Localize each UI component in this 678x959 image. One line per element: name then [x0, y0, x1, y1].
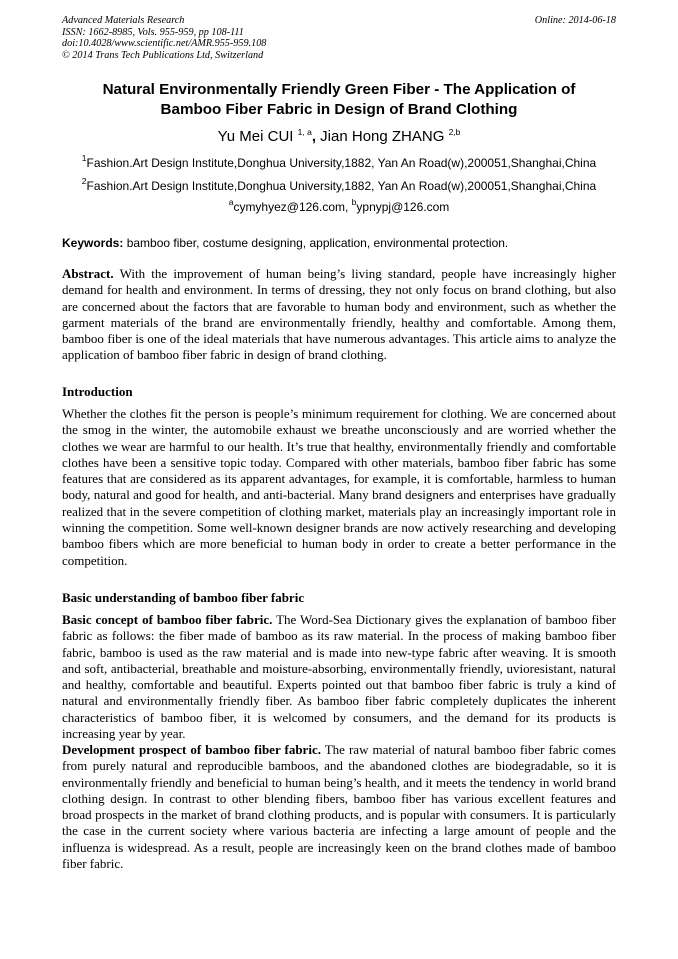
author-1-affiliation-mark: 1, a [297, 127, 312, 137]
email-a-mark: a [228, 197, 234, 207]
doi-line: doi:10.4028/www.scientific.net/AMR.955-959.108 [62, 38, 267, 50]
email-b: ypnypj@126.com [356, 200, 450, 214]
introduction-text: Whether the clothes fit the person is people’s minimum requirement for clothing. We are concerned about the smog in the winter, the automobile exhaust we breathe unconsciously and are worried whether the clothes we wear are harmful to our health. It’s true that healthy, environmentally friendly and comfortable clothes have been a sensitive topic today. Compared with other materials, bamboo fiber fabric has some features that are considered as its apparent advantages, for example, it is comfortable, harmless to human body, natural and good for health, and anti-bacterial. Many brand designers and enterprises have gradually realized that in the severe competition of clothing market, materials play an increasingly important role in winning the competition. Some well-known designer brands are now actively researching and developing bamboo fibers which are more beneficial to human body in order to create a better performance in the competition. [62, 406, 616, 568]
development-prospect-text: The raw material of natural bamboo fiber fabric comes from purely natural and reproducible bamboos, and the abandoned clothes are biodegradable, so it is environmentally friendly and beneficial to human being’s health, and it meets the tendency in world brand clothing design. In contrast to other blending fibers, bamboo fiber has various excellent features and broad prospects in the market of brand clothing products, and is popular with consumers. It is particularly the case in the current society where various bacteria are infecting a large amount of people and the influenza is widespread. As a result, people are increasingly keen on the brand clothes made of bamboo fiber fabric. [62, 742, 616, 872]
author-emails [62, 197, 616, 214]
paper-title [62, 80, 616, 120]
basic-concept-label: Basic concept of bamboo fiber fabric. [62, 612, 273, 627]
issn-line: ISSN: 1662-8985, Vols. 955-959, pp 108-111 [62, 26, 244, 38]
basic-understanding-heading: Basic understanding of bamboo fiber fabric [62, 590, 305, 605]
author-1: Yu Mei CUI [217, 128, 294, 145]
basic-concept-paragraph [62, 612, 616, 742]
journal-name: Advanced Materials Research [62, 15, 185, 26]
abstract-label: Abstract. [62, 266, 114, 281]
title-line-1: Natural Environmentally Friendly Green Fiber - The Application of [102, 81, 576, 98]
keywords-text: bamboo fiber, costume designing, application, environmental protection. [123, 236, 509, 250]
author-separator: , [311, 128, 321, 145]
author-2: Jian Hong ZHANG [320, 128, 445, 145]
journal-header [62, 15, 616, 61]
author-2-affiliation-mark: 2,b [448, 127, 461, 137]
email-b-mark: b [351, 197, 357, 207]
abstract [62, 266, 616, 364]
affiliation-2-mark: 2 [81, 176, 87, 186]
keywords [62, 236, 616, 250]
online-date: Online: 2014-06-18 [534, 15, 616, 26]
title-line-2: Bamboo Fiber Fabric in Design of Brand Clothing [160, 101, 518, 118]
basic-concept-text: The Word-Sea Dictionary gives the explanation of bamboo fiber fabric as follows: the fiber made of bamboo as its raw material. In the process of making bamboo fiber fabric, bamboo is used as the raw material and is made into new-type fabric after weaving. It is smooth and soft, antibacterial, breathable and moisture-absorbing, environmentally friendly, uvioresistant, natural and healthy, comfortable and beautiful. Experts pointed out that bamboo fiber fabric is truly a kind of natural and environmentally friendly fiber. As bamboo fiber fabric completely duplicates the inherent characteristics of bamboo fiber, it is welcomed by consumers, and the demand for its products is increasing year by year. [62, 612, 616, 742]
affiliation-1-text: Fashion.Art Design Institute,Donghua University,1882, Yan An Road(w),200051,Shanghai,China [86, 156, 597, 170]
development-prospect-label: Development prospect of bamboo fiber fabric. [62, 742, 321, 757]
affiliation-2-text: Fashion.Art Design Institute,Donghua University,1882, Yan An Road(w),200051,Shanghai,China [86, 179, 597, 193]
author-list [62, 128, 616, 145]
email-a: cymyhyez@126.com, [233, 200, 352, 214]
affiliation-2 [62, 176, 616, 193]
introduction-heading: Introduction [62, 384, 133, 399]
abstract-text: With the improvement of human being’s living standard, people have increasingly higher demand for health and environment. In terms of dressing, they not only focus on brand clothing, but also are concerned about the factors that are favorable to human body and environment, such as whether the garment materials of the brand are environmentally friendly, healthy and comfortable. Among them, bamboo fiber is one of the ideal materials that have numerous advantages. This article aims to analyze the application of bamboo fiber fabric in design of brand clothing. [62, 266, 616, 363]
keywords-label: Keywords: [62, 236, 124, 250]
affiliation-1-mark: 1 [81, 153, 87, 163]
development-prospect-paragraph [62, 742, 616, 872]
copyright-line: © 2014 Trans Tech Publications Ltd, Switzerland [62, 49, 264, 61]
affiliation-1 [62, 153, 616, 170]
